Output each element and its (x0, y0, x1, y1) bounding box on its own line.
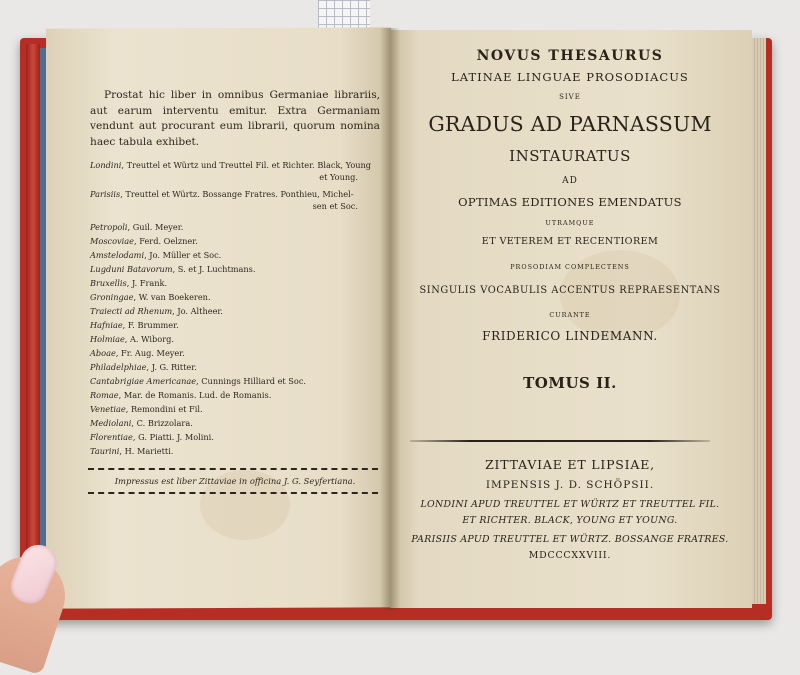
title-line-prosodiam: PROSODIAM COMPLECTENS (510, 263, 630, 271)
bookseller-list (90, 158, 380, 458)
list-item: Taurini, H. Marietti. (90, 446, 174, 456)
graph-paper-scrap (318, 0, 370, 30)
title-line-novus-thesaurus: NOVUS THESAURUS (476, 48, 664, 64)
list-item: Venetiae, Remondini et Fil. (90, 404, 203, 414)
list-item: Cantabrigiae Americanae, Cunnings Hilliard et Soc. (90, 376, 307, 386)
list-item: Philadelphiae, J. G. Ritter. (90, 362, 197, 372)
list-item: Aboae, Fr. Aug. Meyer. (90, 348, 185, 358)
list-item: Hafniae, F. Brummer. (90, 320, 179, 330)
imprint-place: ZITTAVIAE ET LIPSIAE, (485, 457, 655, 472)
page-edges (752, 38, 766, 604)
list-item: Londini, Treuttel et Würtz und Treuttel Fil. et Richter. Black, Young et Young. (90, 160, 372, 182)
list-item: Romae, Mar. de Romanis. Lud. de Romanis. (90, 390, 272, 400)
title-line-ad: AD (562, 176, 578, 186)
book-gutter (380, 28, 400, 610)
list-item: Mediolani, C. Brizzolara. (90, 418, 193, 428)
imprint-london: LONDINI APUD TREUTTEL ET WÜRTZ ET TREUTTEL FIL. (420, 499, 720, 510)
cover-spine-edge (26, 44, 40, 604)
list-item: Florentiae, G. Piatti. J. Molini. (90, 432, 214, 442)
list-item: Bruxellis, J. Frank. (90, 278, 168, 288)
dashed-rule-top (88, 468, 378, 470)
imprint-year: MDCCCXXVIII. (528, 550, 612, 561)
editor-name: FRIDERICO LINDEMANN. (482, 329, 658, 343)
list-item: Petropoli, Guil. Meyer. (90, 222, 184, 232)
title-line-utramque: UTRAMQUE (545, 219, 595, 227)
printer-colophon: Impressus est liber Zittaviae in officina J. G. Seyfertiana. (114, 476, 356, 486)
list-item: Parisiis, Treuttel et Würtz. Bossange Fratres. Ponthieu, Michel- sen et Soc. (90, 189, 358, 211)
title-line-sive: SIVE (559, 93, 581, 101)
list-item: Amstelodami, Jo. Müller et Soc. (90, 250, 222, 260)
title-line-emendatus: OPTIMAS EDITIONES EMENDATUS (458, 195, 682, 209)
list-item: Traiecti ad Rhenum, Jo. Altheer. (90, 306, 224, 316)
list-item: Holmiae, A. Wiborg. (90, 334, 174, 344)
imprint-london-cont: ET RICHTER. BLACK, YOUNG ET YOUNG. (462, 515, 678, 526)
dashed-rule-bottom (88, 492, 378, 494)
imprint-publisher: IMPENSIS J. D. SCHÖPSII. (485, 479, 655, 491)
main-title: GRADUS AD PARNASSUM (428, 112, 712, 136)
title-line-prosodiacus: LATINAE LINGUAE PROSODIACUS (451, 70, 689, 84)
volume-number: TOMUS II. (523, 374, 617, 392)
list-item: Moscoviae, Ferd. Oelzner. (90, 236, 198, 246)
imprint-paris: PARISIIS APUD TREUTTEL ET WÜRTZ. BOSSANGE FRATRES. (411, 534, 729, 545)
title-line-accentus: SINGULIS VOCABULIS ACCENTUS REPRAESENTANS (419, 285, 721, 296)
title-rule (410, 440, 710, 442)
list-item: Lugduni Batavorum, S. et J. Luchtmans. (90, 264, 256, 274)
list-item: Groningae, W. van Boekeren. (90, 292, 211, 302)
title-line-veterem: ET VETEREM ET RECENTIOREM (481, 236, 659, 247)
intro-paragraph: Prostat hic liber in omnibus Germaniae librariis, aut earum interventu emitur. Extra Germaniam vendunt aut procurant eum librarii, quorum nomina haec tabula exhibet. (90, 89, 380, 148)
title-line-instauratus: INSTAURATUS (509, 147, 631, 165)
title-line-curante: CURANTE (549, 311, 591, 319)
